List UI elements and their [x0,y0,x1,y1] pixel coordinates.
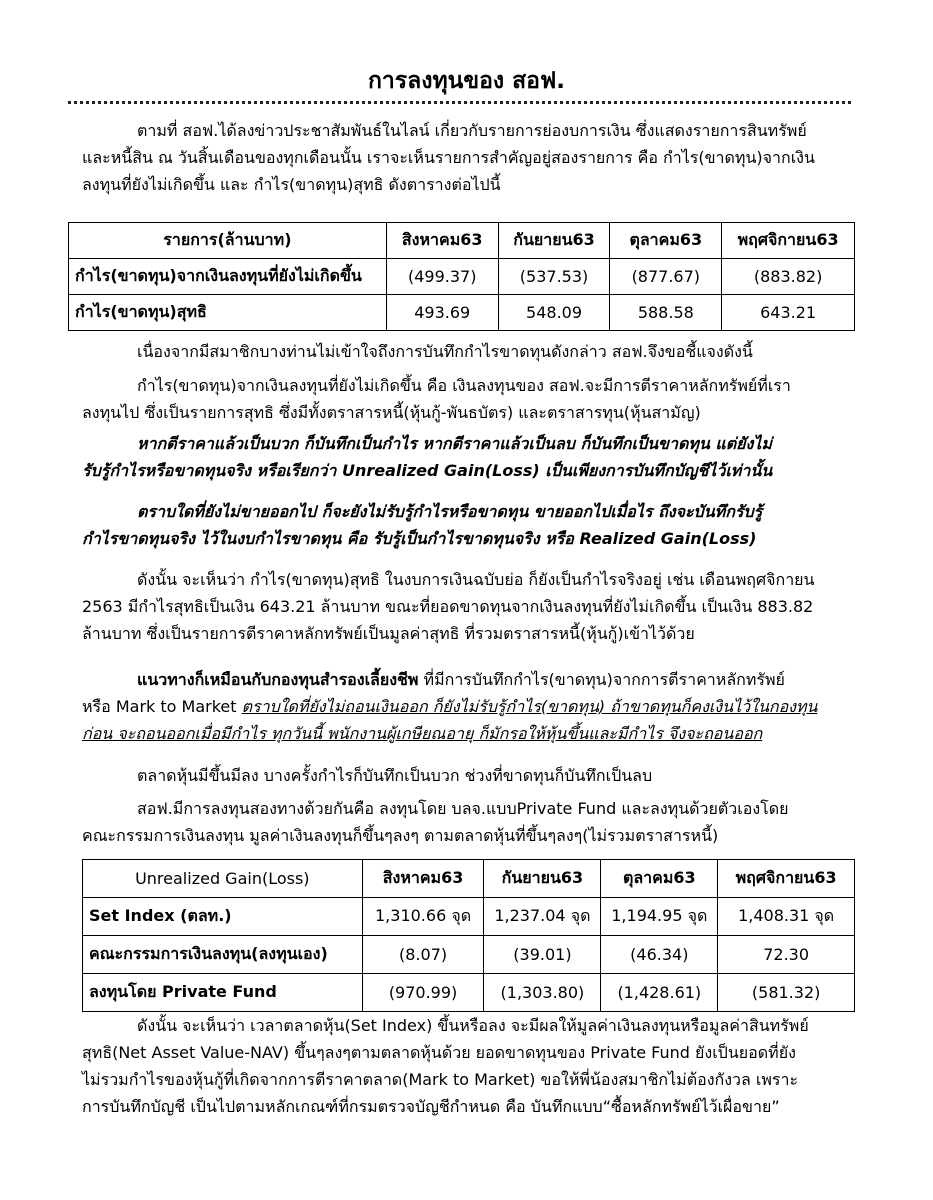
table-row [69,259,855,295]
table-cell: 588.58 [610,295,722,331]
table-cell: (8.07) [362,936,484,974]
market-paragraph: ตลาดหุ้นมีขึ้นมีลง บางครั้งกำไรก็บันทึกเป็นบวก ช่วงที่ขาดทุนก็บันทึกเป็นลบ [137,766,653,785]
investment-paragraph: สอฟ.มีการลงทุนสองทางด้วยกันคือ ลงทุนโดย บลจ.แบบPrivate Fund และลงทุนด้วยตัวเองโดย คณะกรรมการเงินลงทุน มูลค่าเงินลงทุนก็ขึ้นๆลงๆ ตามตลาดหุ้นที่ขึ้นๆลงๆ(ไม่รวมตราสารหนี้) [82,799,789,845]
table-cell: 1,310.66 จุด [362,898,484,936]
column-header: สิงหาคม63 [362,860,484,898]
profit-loss-table [68,222,855,331]
table-row [83,936,855,974]
table-cell: (537.53) [498,259,610,295]
conclusion-paragraph: ดังนั้น จะเห็นว่า เวลาตลาดหุ้น(Set Index) ขึ้นหรือลง จะมีผลให้มูลค่าเงินลงทุนหรือมูลค่าสินทรัพย์ สุทธิ(Net Asset Value-NAV) ขึ้นๆลงๆตามตลาดหุ้นด้วย ยอดขาดทุนของ Private Fund ยังเป็นยอดที่ยัง ไม่รวมกำไรของหุ้นกู้ที่เกิดจากการตีราคาตลาด(Mark to Market) ขอให้พี่น้องสมาชิกไม่ต้องกังวล เพราะ การบันทึกบัญชี เป็นไปตามหลักเกณฑ์ที่กรมตรวจบัญชีกำหนด คือ บันทึกแบบ“ซื้อหลักทรัพย์ไว้เผื่อขาย” [82,1016,809,1116]
table-cell: (970.99) [362,974,484,1012]
row-label: Set Index (ตลท.) [83,898,363,936]
table-cell: (877.67) [610,259,722,295]
realized-explanation: ตราบใดที่ยังไม่ขายออกไป ก็จะยังไม่รับรู้กำไรหรือขาดทุน ขายออกไปเมื่อไร ถึงจะบันทึกรับรู้ กำไรขาดทุนจริง ไว้ในงบกำไรขาดทุน คือ รับรู้เป็นกำไรขาดทุนจริง หรือ Realized Gain(Loss) [82,502,763,548]
table-cell: 643.21 [722,295,855,331]
table-header-row [69,223,855,259]
table-cell: 1,408.31 จุด [718,898,855,936]
table-header-row [83,860,855,898]
row-label: คณะกรรมการเงินลงทุน(ลงทุนเอง) [83,936,363,974]
table-row [83,898,855,936]
table-cell: (1,303.80) [484,974,601,1012]
table-cell: 1,237.04 จุด [484,898,601,936]
table-cell: (1,428.61) [601,974,718,1012]
table-cell: (46.34) [601,936,718,974]
column-header: พฤศจิกายน63 [718,860,855,898]
row-label: กำไร(ขาดทุน)สุทธิ [69,295,387,331]
unrealized-explanation: หากตีราคาแล้วเป็นบวก ก็บันทึกเป็นกำไร หากตีราคาแล้วเป็นลบ ก็บันทึกเป็นขาดทุน แต่ยังไม่ รับรู้กำไรหรือขาดทุนจริง หรือเรียกว่า Unrealized Gain(Loss) เป็นเพียงการบันทึกบัญชีไว้เท่านั้น [82,434,773,480]
page-title: การลงทุนของ สอฟ. [367,68,566,94]
table-cell: 72.30 [718,936,855,974]
intro-line-1: ตามที่ สอฟ.ได้ลงข่าวประชาสัมพันธ์ในไลน์ เกี่ยวกับรายการย่องบการเงิน ซึ่งแสดงรายการสินทรัพย์ [137,121,807,140]
unrealized-gain-table [82,859,855,1012]
table-cell: 1,194.95 จุด [601,898,718,936]
row-label: กำไร(ขาดทุน)จากเงินลงทุนที่ยังไม่เกิดขึ้น [69,259,387,295]
column-header: พฤศจิกายน63 [722,223,855,259]
intro-line-3: ลงทุนที่ยังไม่เกิดขึ้น และ กำไร(ขาดทุน)สุทธิ ดังตารางต่อไปนี้ [82,175,501,194]
unrealized-definition: กำไร(ขาดทุน)จากเงินลงทุนที่ยังไม่เกิดขึ้น คือ เงินลงทุนของ สอฟ.จะมีการตีราคาหลักทรัพย์ที่เรา ลงทุนไป ซึ่งเป็นรายการสุทธิ ซึ่งมีทั้งตราสารหนี้(หุ้นกู้-พันธบัตร) และตราสารทุน(หุ้นสามัญ) [82,376,791,422]
dotted-divider [68,101,851,104]
row-label: ลงทุนโดย Private Fund [83,974,363,1012]
column-header: กันยายน63 [484,860,601,898]
column-header: รายการ(ล้านบาท) [69,223,387,259]
intro-paragraph [82,117,852,198]
column-header: สิงหาคม63 [386,223,498,259]
column-header: Unrealized Gain(Loss) [83,860,363,898]
net-profit-paragraph: ดังนั้น จะเห็นว่า กำไร(ขาดทุน)สุทธิ ในงบการเงินฉบับย่อ ก็ยังเป็นกำไรจริงอยู่ เช่น เดือนพฤศจิกายน 2563 มีกำไรสุทธิเป็นเงิน 643.21 ล้านบาท ขณะที่ยอดขาดทุนจากเงินลงทุนที่ยังไม่เกิดขึ้น เป็นเงิน 883.82 ล้านบาท ซึ่งเป็นรายการตีราคาหลักทรัพย์เป็นมูลค่าสุทธิ ที่รวมตราสารหนี้(หุ้นกู้)เข้าไว้ด้วย [82,570,815,643]
table-cell: (581.32) [718,974,855,1012]
explanation-intro: เนื่องจากมีสมาชิกบางท่านไม่เข้าใจถึงการบันทึกกำไรขาดทุนดังกล่าว สอฟ.จึงขอชี้แจงดังนี้ [137,342,753,361]
column-header: ตุลาคม63 [610,223,722,259]
column-header: กันยายน63 [498,223,610,259]
table-row [69,295,855,331]
table-cell: (39.01) [484,936,601,974]
table-cell: (883.82) [722,259,855,295]
table-cell: (499.37) [386,259,498,295]
table-cell: 493.69 [386,295,498,331]
table-row [83,974,855,1012]
intro-line-2: และหนี้สิน ณ วันสิ้นเดือนของทุกเดือนนั้น เราจะเห็นรายการสำคัญอยู่สองรายการ คือ กำไร(ขาดทุน)จากเงิน [82,148,815,167]
provident-fund-paragraph: แนวทางก็เหมือนกับกองทุนสำรองเลี้ยงชีพ ที่มีการบันทึกกำไร(ขาดทุน)จากการตีราคาหลักทรัพย์ หรือ Mark to Market ตราบใดที่ยังไม่ถอนเงินออก ก็ยังไม่รับรู้กำไร(ขาดทุน) ถ้าขาดทุนก็คงเงินไว้ในกองทุน ก่อน จะถอนออกเมื่อมีกำไร ทุกวันนี้ พนักงานผู้เกษียณอายุ ก็มักรอให้หุ้นขึ้นและมีกำไร จึงจะถอนออก [82,670,818,743]
table-cell: 548.09 [498,295,610,331]
column-header: ตุลาคม63 [601,860,718,898]
